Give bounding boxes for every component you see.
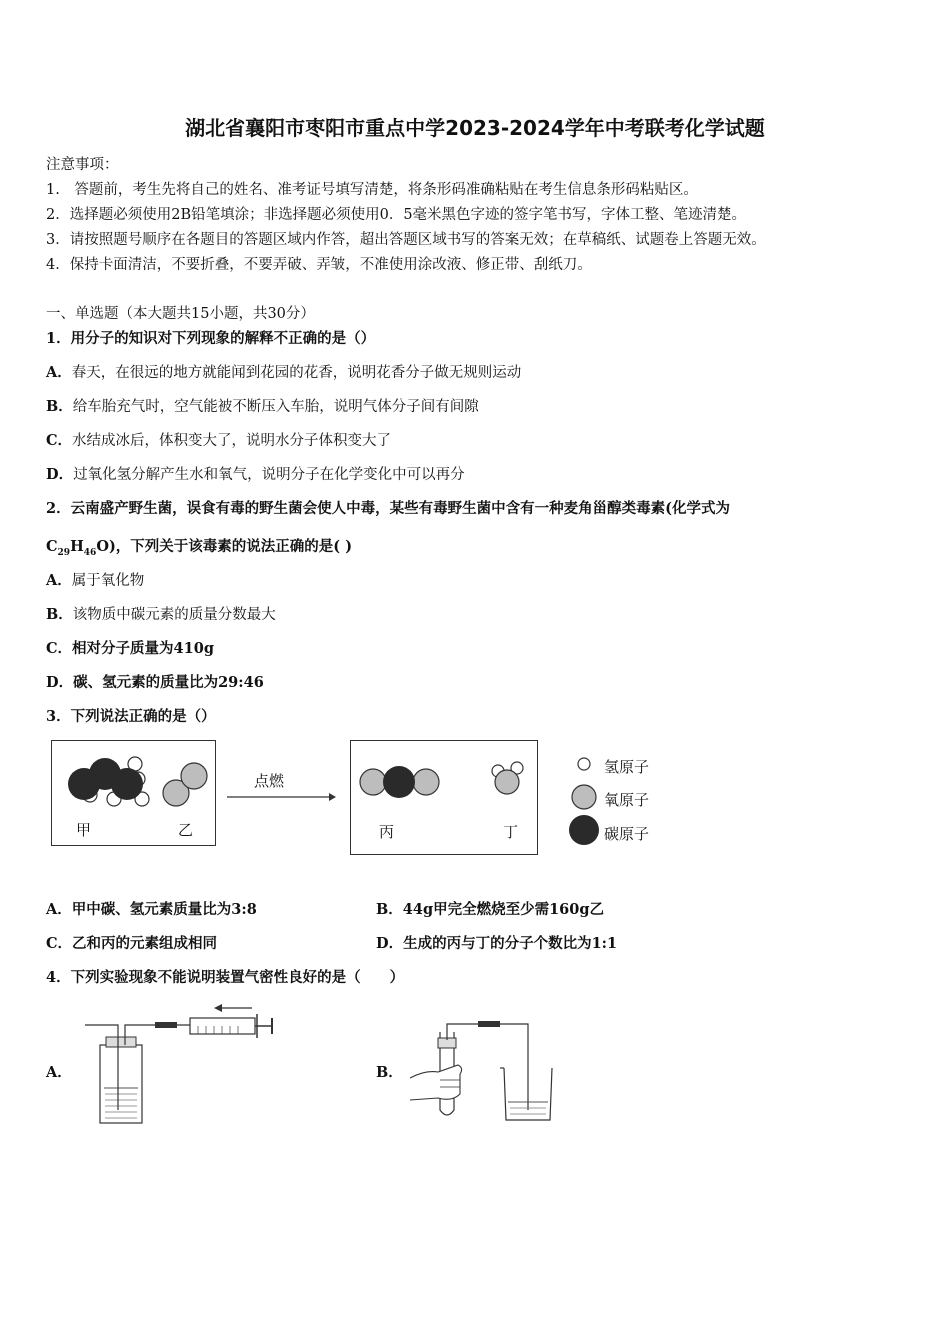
notice-item-1: 1. 答题前，考生先将自己的姓名、准考证号填写清楚，将条形码准确粘贴在考生信息条形码粘贴区。 [46, 182, 698, 198]
option-text: 给车胎充气时，空气能被不断压入车胎，说明气体分子间有间隙 [72, 399, 479, 415]
label-ding: 丁 [503, 823, 519, 841]
q3-option-a [46, 898, 257, 919]
question-2-formula-line [46, 535, 352, 558]
oxygen-atom [413, 769, 439, 795]
option-key: D． [46, 674, 74, 691]
q3-option-b [376, 898, 604, 919]
q3-option-c [46, 932, 217, 953]
q4-option-a-key: A． [46, 1064, 72, 1081]
q3-option-d [376, 932, 617, 953]
formula-h: H [70, 538, 84, 555]
option-key: A． [46, 364, 72, 381]
oxygen-atom [181, 763, 207, 789]
rubber-tube [155, 1022, 177, 1028]
option-key: B． [376, 901, 403, 918]
arrow-label: 点燃 [254, 772, 285, 790]
option-text: 碳、氢元素的质量比为29:46 [73, 674, 264, 691]
notice-item-3: 3．请按照题号顺序在各题目的答题区域内作答，超出答题区域书写的答案无效；在草稿纸、试题卷上答题无效。 [46, 232, 766, 248]
syringe-apparatus-diagram [80, 1000, 280, 1130]
option-text: 该物质中碳元素的质量分数最大 [72, 607, 276, 623]
section-heading: 一、单选题（本大题共15小题，共30分） [46, 306, 315, 322]
oxygen-legend-icon [572, 785, 596, 809]
option-key: B． [46, 398, 73, 415]
q2-option-d [46, 671, 264, 692]
label-jia: 甲 [76, 821, 92, 839]
question-4-stem: 4．下列实验现象不能说明装置气密性良好的是（ ） [46, 969, 405, 986]
option-key: C． [46, 935, 73, 952]
q4-option-b-key: B． [376, 1064, 403, 1081]
notice-item-2: 2．选择题必须使用2B铅笔填涂；非选择题必须使用0．5毫米黑色字迹的签字笔书写，字体工整、笔迹清楚。 [46, 207, 747, 223]
question-1-stem: 1．用分子的知识对下列现象的解释不正确的是（） [46, 330, 376, 347]
reaction-arrow-icon [225, 790, 337, 804]
option-key: D． [46, 466, 74, 483]
syringe-barrel [190, 1018, 255, 1034]
left-arrow-icon [214, 1004, 222, 1012]
legend-hydrogen: 氢原子 [604, 758, 650, 776]
option-text: 生成的丙与丁的分子个数比为1:1 [403, 935, 618, 952]
formula-h-sub: 46 [83, 547, 97, 558]
carbon-legend-icon [569, 815, 599, 845]
rubber-tube [478, 1021, 500, 1027]
hydrogen-legend-icon [578, 758, 590, 770]
q1-option-d [46, 463, 465, 484]
label-bing: 丙 [379, 823, 395, 841]
option-text: 春天，在很远的地方就能闻到花园的花香，说明花香分子做无规则运动 [71, 365, 522, 381]
oxygen-atom [360, 769, 386, 795]
option-text: 水结成冰后，体积变大了，说明水分子体积变大了 [72, 433, 392, 449]
option-text: 乙和丙的元素组成相同 [72, 935, 218, 952]
carbon-atom [383, 766, 415, 798]
carbon-atom [89, 758, 121, 790]
stopper [106, 1037, 136, 1047]
notice-heading: 注意事项： [46, 157, 119, 173]
option-text: 属于氧化物 [71, 573, 145, 589]
hand-icon [410, 1065, 462, 1100]
notice-item-4: 4．保持卡面清洁，不要折叠，不要弄破、弄皱，不准使用涂改液、修正带、刮纸刀。 [46, 257, 592, 273]
q2-option-c [46, 637, 214, 658]
option-text: 44g甲完全燃烧至少需160g乙 [402, 901, 604, 918]
label-yi: 乙 [178, 821, 194, 839]
page-title: 湖北省襄阳市枣阳市重点中学2023-2024学年中考联考化学试题 [185, 116, 765, 140]
hand-testtube-beaker-diagram [400, 1010, 570, 1128]
q2-option-b [46, 603, 276, 624]
option-key: D． [376, 935, 404, 952]
reactant-box [51, 740, 216, 846]
option-key: B． [46, 606, 73, 623]
q1-option-b [46, 395, 479, 416]
option-key: A． [46, 572, 72, 589]
oxygen-atom [495, 770, 519, 794]
atom-legend-icons [565, 752, 605, 847]
option-key: A． [46, 901, 72, 918]
option-text: 过氧化氢分解产生水和氧气，说明分子在化学变化中可以再分 [73, 467, 465, 483]
question-2-stem: 2．云南盛产野生菌，误食有毒的野生菌会使人中毒，某些有毒野生菌中含有一种麦角甾醇类毒素(化学式为 [46, 500, 730, 517]
formula-c-sub: 29 [57, 547, 71, 558]
formula-c: C [46, 538, 58, 555]
q2-option-a [46, 569, 144, 590]
option-key: C． [46, 640, 73, 657]
legend-oxygen: 氧原子 [604, 791, 650, 809]
q1-option-a [46, 361, 521, 382]
legend-carbon: 碳原子 [604, 825, 650, 843]
bottle [100, 1045, 142, 1123]
question-3-stem: 3．下列说法正确的是（） [46, 708, 216, 725]
option-key: C． [46, 432, 73, 449]
formula-rest: O)，下列关于该毒素的说法正确的是( ) [96, 538, 353, 555]
option-text: 相对分子质量为410g [72, 640, 214, 657]
q1-option-c [46, 429, 391, 450]
product-box [350, 740, 538, 855]
option-text: 甲中碳、氢元素质量比为3:8 [71, 901, 257, 918]
